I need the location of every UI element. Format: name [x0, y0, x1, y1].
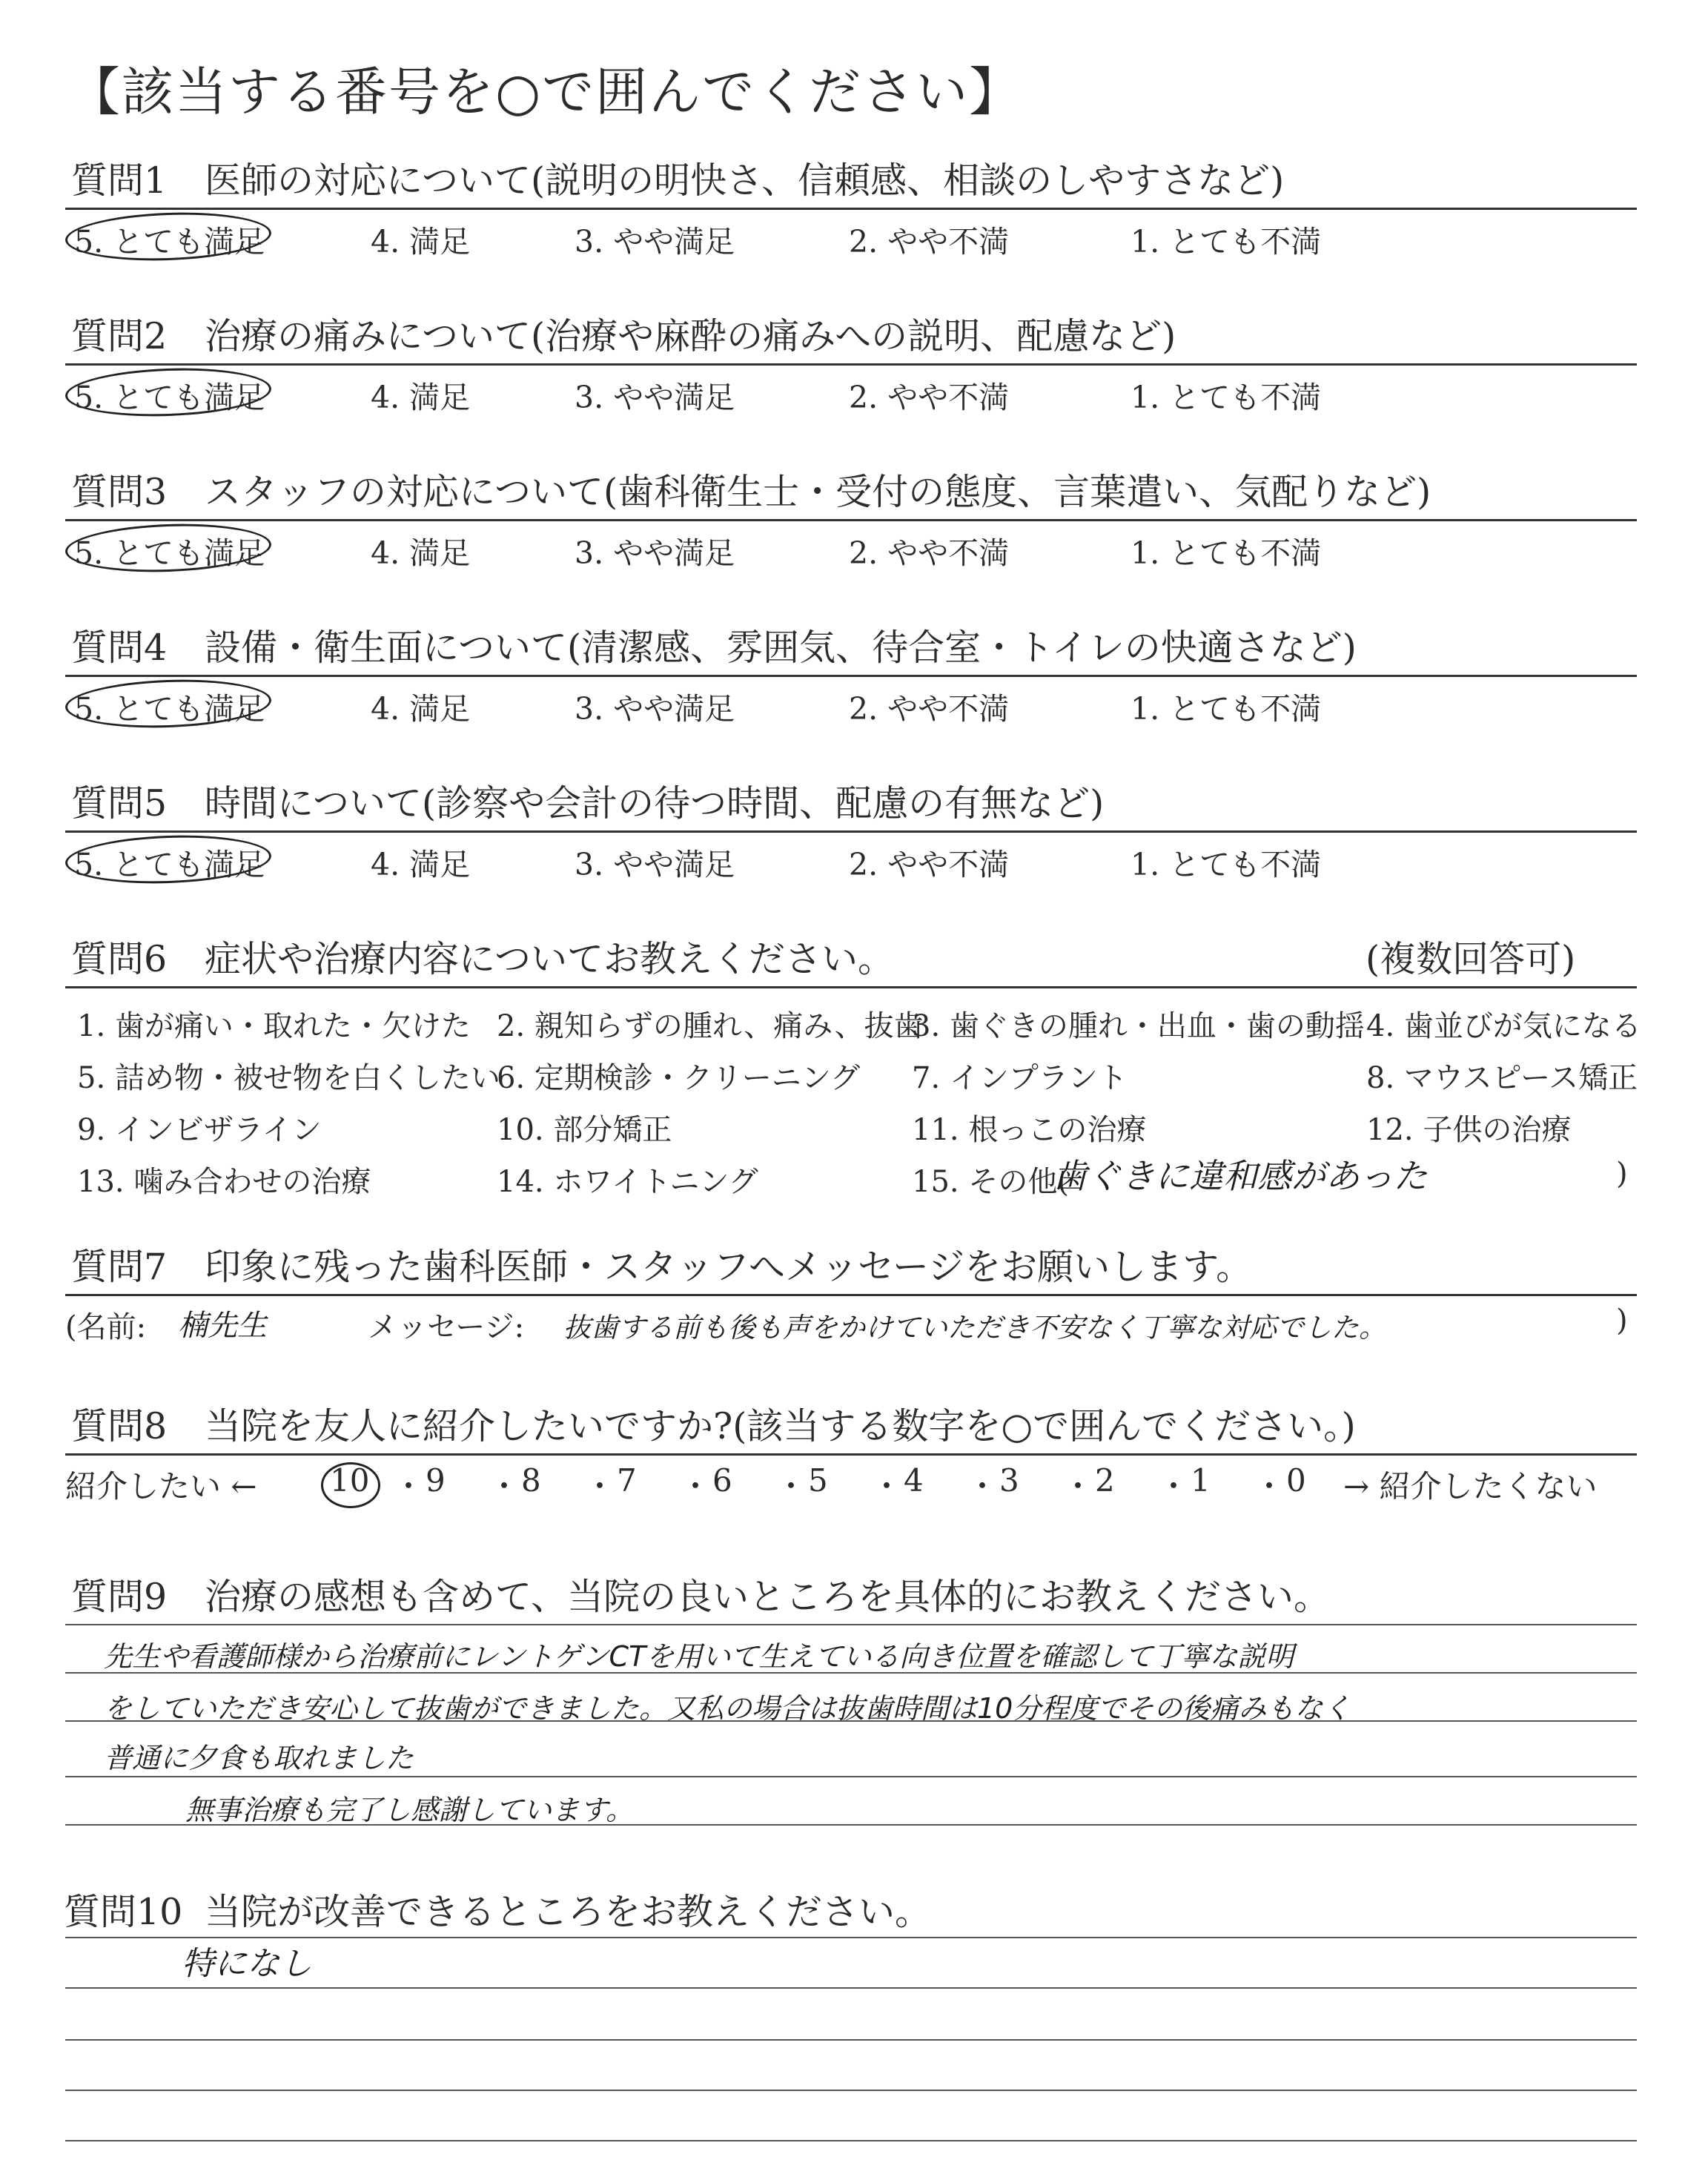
scale-number: 4 [904, 1462, 924, 1499]
q6-option: 13. 噛み合わせの治療 [77, 1165, 371, 1199]
scale-number: 1 [1191, 1462, 1211, 1499]
answer-rule [65, 2039, 1637, 2041]
q6-close-paren: ) [1616, 1157, 1628, 1191]
rating-option: 5. とても満足 [74, 380, 265, 415]
question-label: 質問5 [71, 782, 168, 825]
rating-option: 4. 満足 [371, 380, 471, 415]
q6-option: 6. 定期検診・クリーニング [497, 1061, 861, 1095]
rating-option: 5. とても満足 [74, 224, 265, 260]
question-rule [65, 830, 1637, 833]
question-rule [65, 208, 1637, 210]
rating-option: 3. やや満足 [575, 224, 735, 260]
rating-option: 1. とても不満 [1131, 380, 1322, 415]
question-text: 治療の痛みについて(治療や麻酔の痛みへの説明、配慮など) [205, 315, 1176, 357]
question-label: 質問3 [71, 471, 168, 513]
q6-option: 10. 部分矯正 [497, 1113, 672, 1147]
rating-option: 1. とても不満 [1131, 535, 1322, 571]
rating-option: 1. とても不満 [1131, 847, 1322, 882]
q7-name-value: 楠先生 [178, 1309, 267, 1343]
rating-option: 3. やや満足 [575, 691, 735, 727]
q8-rule [65, 1453, 1637, 1456]
q6-option: 9. インビザライン [77, 1113, 322, 1147]
answer-line: 無事治療も完了し感謝しています。 [185, 1794, 634, 1826]
rating-option: 2. やや不満 [849, 380, 1010, 415]
q6-option: 2. 親知らずの腫れ、痛み、抜歯 [497, 1009, 924, 1043]
question-label: 質問2 [71, 315, 168, 357]
question-text: スタッフの対応について(歯科衛生士・受付の態度、言葉遣い、気配りなど) [205, 471, 1431, 513]
scale-separator: ・ [489, 1468, 520, 1505]
q8-left-label: 紹介したい ← [65, 1468, 257, 1505]
q7-message-value: 抜歯する前も後も声をかけていただき不安なく丁寧な対応でした。 [563, 1312, 1386, 1344]
question-rule [65, 519, 1637, 521]
scale-separator: ・ [871, 1468, 903, 1505]
scale-selection-circle [321, 1462, 380, 1508]
scale-separator: ・ [393, 1468, 425, 1505]
question-text: 医師の対応について(説明の明快さ、信頼感、相談のしやすさなど) [205, 159, 1285, 202]
scale-separator: ・ [1062, 1468, 1094, 1505]
q6-label: 質問6 [71, 938, 168, 980]
q7-text: 印象に残った歯科医師・スタッフへメッセージをお願いします。 [205, 1246, 1253, 1288]
q9-label: 質問9 [71, 1576, 168, 1618]
scale-separator: ・ [1158, 1468, 1190, 1505]
q6-option: 12. 子供の治療 [1366, 1113, 1572, 1147]
scale-number: 5 [808, 1462, 828, 1499]
question-label: 質問4 [71, 627, 168, 669]
scale-separator: ・ [775, 1468, 807, 1505]
question-text: 設備・衛生面について(清潔感、雰囲気、待合室・トイレの快適さなど) [205, 627, 1357, 669]
scale-number: 7 [617, 1462, 637, 1499]
rating-option: 1. とても不満 [1131, 224, 1322, 260]
q6-option: 3. 歯ぐきの腫れ・出血・歯の動揺 [912, 1009, 1365, 1043]
scale-number: 3 [999, 1462, 1019, 1499]
answer-rule [65, 1937, 1637, 1938]
q7-close-paren: ) [1616, 1304, 1628, 1338]
rating-option: 4. 満足 [371, 535, 471, 571]
q6-option: 15. その他( [912, 1165, 1069, 1199]
q8-right-label: → 紹介したくない [1343, 1468, 1598, 1505]
q6-option: 5. 詰め物・被せ物を白くしたい [77, 1061, 500, 1095]
scale-number: 10 [330, 1462, 370, 1499]
rating-option: 5. とても満足 [74, 847, 265, 882]
rating-option: 3. やや満足 [575, 847, 735, 882]
rating-option: 2. やや不満 [849, 535, 1010, 571]
question-rule [65, 363, 1637, 366]
rating-option: 5. とても満足 [74, 535, 265, 571]
rating-option: 2. やや不満 [849, 847, 1010, 882]
answer-rule [65, 1624, 1637, 1625]
q6-option: 14. ホワイトニング [497, 1165, 758, 1199]
q7-message-label: メッセージ: [368, 1310, 525, 1344]
q6-option: 11. 根っこの治療 [912, 1113, 1147, 1147]
q6-text: 症状や治療内容についてお教えください。 [205, 938, 895, 980]
scale-number: 9 [426, 1462, 446, 1499]
q7-name-label: (名前: [65, 1310, 147, 1344]
question-rule [65, 675, 1637, 677]
q6-rule [65, 986, 1637, 988]
q6-option: 1. 歯が痛い・取れた・欠けた [77, 1009, 471, 1043]
rating-option: 4. 満足 [371, 224, 471, 260]
answer-rule [65, 2090, 1637, 2091]
scale-number: 2 [1095, 1462, 1115, 1499]
rating-option: 1. とても不満 [1131, 691, 1322, 727]
rating-option: 4. 満足 [371, 691, 471, 727]
q6-option: 7. インプラント [912, 1061, 1128, 1095]
q6-option: 8. マウスピース矯正 [1366, 1061, 1638, 1095]
rating-option: 2. やや不満 [849, 691, 1010, 727]
scale-separator: ・ [1254, 1468, 1285, 1505]
answer-line: をしていただき安心して抜歯ができました。又私の場合は抜歯時間は10分程度でその後痛みもなく [104, 1692, 1351, 1725]
q10-answer: 特になし [182, 1945, 312, 1983]
scale-separator: ・ [584, 1468, 616, 1505]
rating-option: 3. やや満足 [575, 535, 735, 571]
scale-number: 6 [712, 1462, 732, 1499]
q8-text: 当院を友人に紹介したいですか?(該当する数字を○で囲んでください。) [205, 1405, 1356, 1447]
question-label: 質問1 [71, 159, 168, 202]
q6-note: (複数回答可) [1366, 938, 1576, 980]
scale-number: 8 [521, 1462, 541, 1499]
q10-label: 質問10 [64, 1891, 183, 1933]
page-title: 【該当する番号を○で囲んでください】 [68, 62, 1023, 122]
answer-rule [65, 1776, 1637, 1777]
rating-option: 4. 満足 [371, 847, 471, 882]
q9-text: 治療の感想も含めて、当院の良いところを具体的にお教えください。 [205, 1576, 1331, 1618]
answer-line: 先生や看護師様から治療前にレントゲンCTを用いて生えている向き位置を確認して丁寧な説明 [104, 1640, 1294, 1673]
answer-rule [65, 1987, 1637, 1989]
scale-separator: ・ [680, 1468, 712, 1505]
q10-text: 当院が改善できるところをお教えください。 [205, 1891, 932, 1933]
scale-separator: ・ [967, 1468, 999, 1505]
q6-option: 4. 歯並びが気になる [1366, 1009, 1641, 1043]
scale-number: 0 [1286, 1462, 1306, 1499]
q8-label: 質問8 [71, 1405, 168, 1447]
question-text: 時間について(診察や会計の待つ時間、配慮の有無など) [205, 782, 1105, 825]
answer-rule [65, 2140, 1637, 2141]
rating-option: 5. とても満足 [74, 691, 265, 727]
q6-other-answer: 歯ぐきに違和感があった [1053, 1156, 1428, 1196]
rating-option: 2. やや不満 [849, 224, 1010, 260]
answer-line: 普通に夕食も取れました [104, 1742, 414, 1774]
q7-rule [65, 1294, 1637, 1296]
q7-label: 質問7 [71, 1246, 168, 1288]
rating-option: 3. やや満足 [575, 380, 735, 415]
